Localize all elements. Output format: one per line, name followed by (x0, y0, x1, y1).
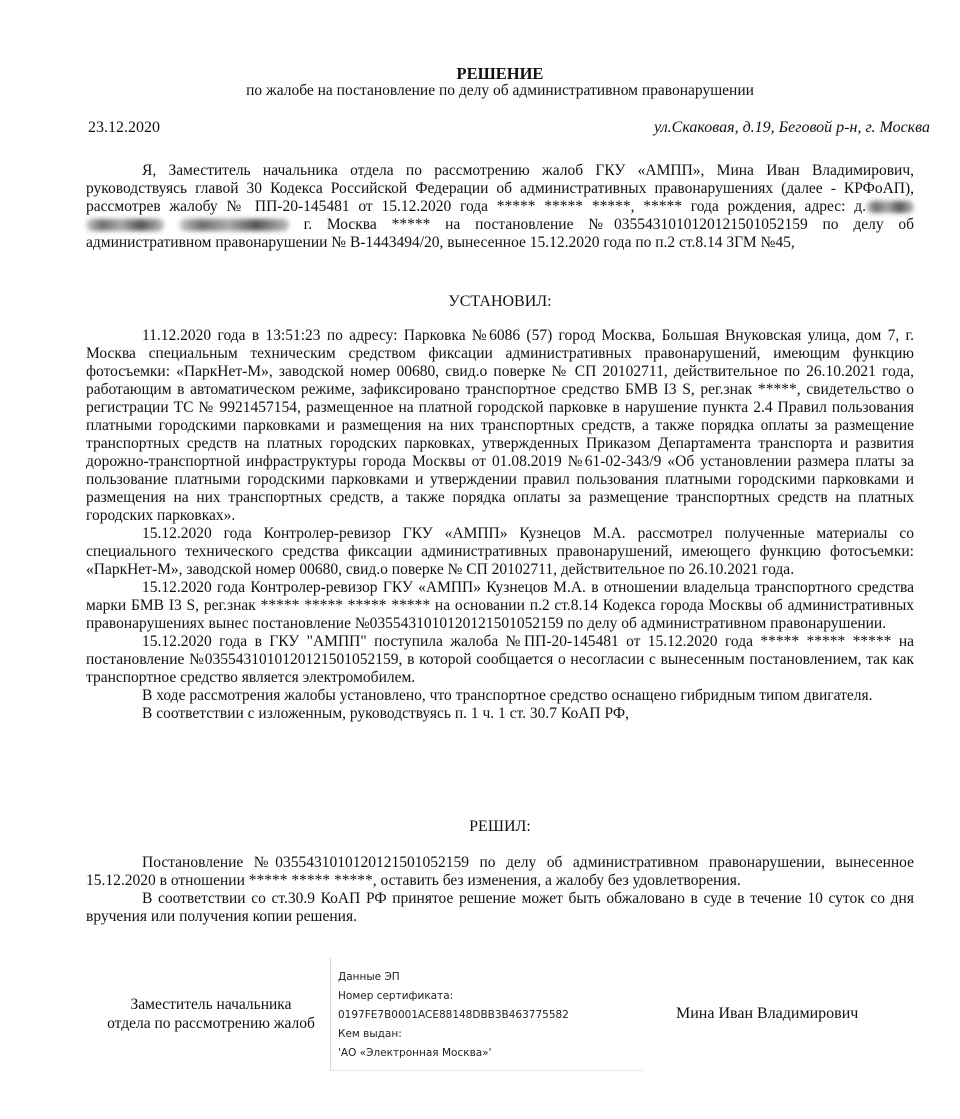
redacted-address-3 (179, 219, 289, 231)
intro-text-part2: г. Москва ***** на постановление №0355431010120121501052159 по делу об административном правонарушении № В-1443494/20, вынесенное 15.12.2020 года по п.2 ст.8.14 ЗГМ №45, (86, 216, 915, 251)
document-subtitle: по жалобе на постановление по делу об административном правонарушении (246, 82, 754, 99)
intro-paragraph (86, 162, 914, 252)
ep-cert-number: 0197FE7B0001ACE88148DBB3B463775582 (338, 1009, 569, 1021)
ep-issuer-label: Кем выдан: (338, 1028, 402, 1040)
redacted-address-2 (86, 219, 164, 231)
section-established-heading: УСТАНОВИЛ: (448, 293, 552, 310)
signatory-name: Мина Иван Владимирович (676, 1005, 859, 1022)
signatory-position-line1: Заместитель начальника (130, 996, 292, 1013)
decided-paragraph: В соответствии со ст.30.9 КоАП РФ принятое решение может быть обжаловано в суде в течение 10 суток со дня вручения или получения копии решения. (86, 890, 914, 925)
signatory-position-line2: отдела по рассмотрению жалоб (107, 1015, 315, 1032)
ep-cert-label: Номер сертификата: (338, 990, 454, 1002)
established-paragraph: 15.12.2020 года в ГКУ "АМПП" поступила жалоба №ПП-20-145481 от 15.12.2020 года ***** ***** ***** на постановление №0355431010120121501052159, в которой сообщается о несогласии с вынесенным постановлением, так как транспортное средство является электромобилем. (86, 633, 914, 686)
signatory-position (86, 995, 336, 1033)
electronic-signature-stamp (338, 968, 638, 1063)
document-title: РЕШЕНИЕ (456, 64, 544, 83)
established-paragraph: 15.12.2020 года Контролер-ревизор ГКУ «АМПП» Кузнецов М.А. рассмотрел полученные материалы со специального технического средства фиксации административных правонарушений, имеющего функцию фотосъемки: «ПаркНет-М», заводской номер 00680, свид.о поверке № СП 20102711, действительное по 26.10.2021 года. (86, 525, 914, 578)
ep-heading: Данные ЭП (338, 971, 400, 983)
section-decided-heading: РЕШИЛ: (469, 818, 531, 835)
decided-paragraph: Постановление №0355431010120121501052159 по делу об административном правонарушении, вынесенное 15.12.2020 в отношении ***** ***** *****, оставить без изменения, а жалобу без удовлетворения. (86, 854, 914, 889)
established-paragraph: 11.12.2020 года в 13:51:23 по адресу: Парковка №6086 (57) город Москва, Большая Внуковская улица, дом 7, г. Москва специальным техническим средством фиксации административных правонарушений, имеющим функцию фотосъемки: «ПаркНет-М», заводской номер 00680, свид.о поверке № СП 20102711, действительное по 26.10.2021 года, работающим в автоматическом режиме, зафиксировано транспортное средство БМВ I3 S, рег.знак *****, свидетельство о регистрации ТС № 9921457154, размещенное на платной городской парковке в нарушение пункта 2.4 Правил пользования платными городскими парковками и размещения на них транспортных средств, а также порядка оплаты за размещение транспортных средств на платных городских парковках, утвержденных Приказом Департамента транспорта и развития дорожно-транспортной инфраструктуры города Москвы от 01.08.2019 №61-02-343/9 «Об установлении размера платы за пользование платными городскими парковками и утверждении правил пользования платными городскими парковками и размещения на них транспортных средств, а также порядка оплаты за размещение транспортных средств на платных городских парковках». (86, 327, 914, 524)
established-paragraph: В ходе рассмотрения жалобы установлено, что транспортное средство оснащено гибридным типом двигателя. (142, 687, 873, 704)
established-block (86, 327, 914, 723)
ep-issuer: 'АО «Электронная Москва»' (338, 1047, 492, 1059)
established-paragraph: 15.12.2020 года Контролер-ревизор ГКУ «АМПП» Кузнецов М.А. в отношении владельца транспортного средства марки БМВ I3 S, рег.знак ***** ***** ***** ***** на основании п.2 ст.8.14 Кодекса города Москвы об административных правонарушениях вынес постановление №0355431010120121501052159 по делу об административном правонарушении. (86, 579, 914, 632)
intro-text-part1: Я, Заместитель начальника отдела по рассмотрению жалоб ГКУ «АМПП», Мина Иван Владимирович, руководствуясь главой 30 Кодекса Российской Федерации об административных правонарушениях (далее - КРФоАП), рассмотрев жалобу № ПП-20-145481 от 15.12.2020 года ***** ***** *****, ***** года рождения, адрес: д. (86, 162, 914, 215)
intro-block (86, 162, 914, 252)
redacted-address-1 (866, 201, 914, 213)
document-date: 23.12.2020 (88, 119, 160, 136)
document-place: ул.Скаковая, д.19, Беговой р-н, г. Москва (654, 119, 930, 136)
established-paragraph: В соответствии с изложенным, руководствуясь п. 1 ч. 1 ст. 30.7 КоАП РФ, (142, 705, 629, 722)
decided-block (86, 854, 914, 926)
